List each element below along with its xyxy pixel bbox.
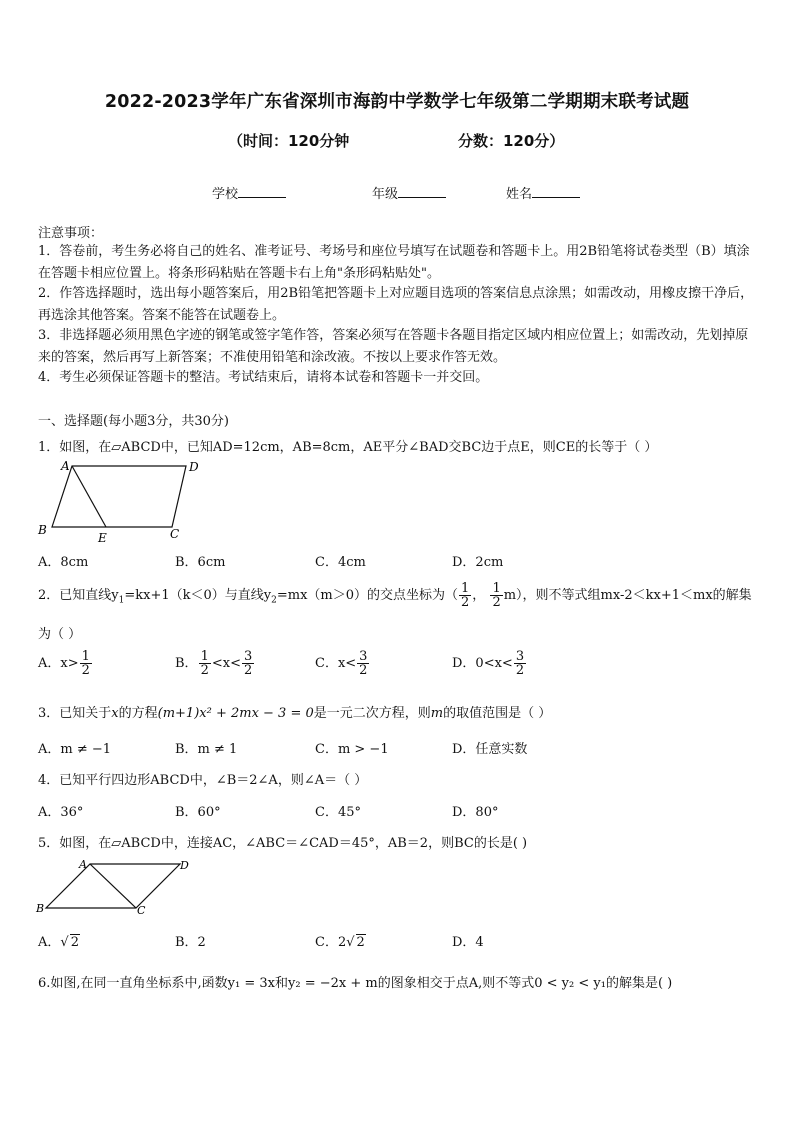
q2-option-c	[315, 650, 370, 677]
q5-diagonal-AC	[90, 864, 136, 908]
school-blank	[238, 185, 286, 198]
q1-label-D: D	[189, 460, 199, 474]
q1-label-E: E	[98, 531, 107, 544]
notes-heading: 注意事项：	[38, 226, 104, 241]
q2-stem-line2: 为（ ）	[38, 627, 82, 642]
q5-label-A: A	[79, 858, 87, 871]
q4-stem: 4．已知平行四边形ABCD中，∠B＝2∠A，则∠A＝（ ）	[38, 773, 368, 788]
q1-option-b: B．6cm	[175, 555, 226, 570]
q2-text-c: =mx（m＞0）的交点坐标为（	[276, 588, 459, 603]
q2-option-b-mid: <x<	[211, 656, 241, 671]
q1-option-c: C．4cm	[315, 555, 366, 570]
q1-stem: 1．如图，在▱ABCD中，已知AD=12cm，AB=8cm，AE平分∠BAD交BC边于点E，则CE的长等于（ ）	[38, 440, 658, 455]
q6-text-b: 和	[275, 976, 289, 991]
q3-option-b: B．m ≠ 1	[175, 742, 238, 757]
q6-inequality: 0 < y₂ < y₁	[534, 976, 606, 991]
name-blank	[532, 185, 580, 198]
q1-parallelogram	[52, 466, 186, 527]
grade-blank	[398, 185, 446, 198]
q4-option-d: D．80°	[452, 805, 499, 820]
q3-option-a: A．m ≠ −1	[38, 742, 112, 757]
q4-option-a: A．36°	[38, 805, 84, 820]
frac-den: 2	[81, 663, 90, 678]
frac-den: 2	[359, 663, 368, 678]
name-label: 姓名	[506, 187, 533, 202]
q1-bisector-AE	[72, 466, 106, 527]
frac	[199, 650, 211, 677]
q2-option-d	[452, 650, 527, 677]
q5-option-b: B．2	[175, 935, 206, 950]
q3-equation: (m+1)x² + 2mx − 3 = 0	[157, 706, 314, 721]
q2-sub1: 1	[118, 595, 125, 606]
q2-text-b: =kx+1（k＜0）与直线y	[124, 588, 272, 603]
note-4: 4．考生必须保证答题卡的整洁。考试结束后，请将本试卷和答题卡一并交回。	[38, 370, 489, 385]
q3-text-c: 是一元二次方程，则	[313, 706, 431, 721]
q2-option-d-text: D．0<x<	[452, 656, 513, 671]
q6-function-2: y₂ = −2x + m	[288, 976, 378, 991]
frac-num: 3	[359, 649, 368, 664]
q1-option-d: D．2cm	[452, 555, 504, 570]
q6-stem	[38, 972, 672, 991]
q1-parallelogram-figure	[34, 456, 209, 544]
q3-text-d: 的取值范围是（ ）	[443, 706, 552, 721]
q3-var-m: m	[430, 706, 444, 721]
q2-option-b-text: B．	[175, 656, 198, 671]
q1-label-A: A	[61, 459, 70, 473]
grade-label: 年级	[372, 187, 399, 202]
q6-function-1: y₁ = 3x	[227, 976, 275, 991]
q6-text-c: 的图象相交于点A,则不等式	[377, 976, 535, 991]
q3-text-b: 的方程	[118, 706, 158, 721]
q1-label-B: B	[38, 523, 47, 537]
frac	[357, 650, 369, 677]
frac-den: 2	[200, 663, 209, 678]
q6-text-a: 6.如图,在同一直角坐标系中,函数	[38, 976, 228, 991]
school-field	[212, 183, 286, 202]
score-label: 分数：120分）	[458, 132, 565, 150]
frac-num: 1	[492, 581, 501, 596]
q5-label-C: C	[137, 904, 146, 917]
section-heading: 一、选择题(每小题3分，共30分)	[38, 414, 229, 429]
q2-option-a-text: A．x>	[38, 656, 79, 671]
q3-var-x: x	[111, 706, 119, 721]
note-2: 2．作答选择题时，选出每小题答案后，用2B铅笔把答题卡上对应题目选项的答案信息点涂黑；如需改动，用橡皮擦干净后，再选涂其他答案。答案不能答在试题卷上。	[38, 286, 754, 323]
q2-sub2: 2	[271, 595, 277, 606]
q2-frac-x	[459, 582, 471, 609]
sqrt-radicand: 2	[356, 935, 365, 950]
q2-text-e: m），则不等式组mx-2＜kx+1＜mx的解集	[503, 588, 752, 603]
sqrt-sign: √	[346, 935, 355, 950]
q2-frac-y	[490, 582, 502, 609]
q5-option-d: D．4	[452, 935, 484, 950]
frac-den: 2	[243, 663, 253, 678]
q4-option-c: C．45°	[315, 805, 361, 820]
q4-option-b: B．60°	[175, 805, 221, 820]
q5-option-c-text: C．2	[315, 935, 347, 950]
grade-field	[372, 183, 446, 202]
q2-text-d: ，	[472, 588, 486, 603]
sqrt-sign: √	[60, 935, 69, 950]
q5-label-B: B	[36, 902, 45, 915]
frac-num: 1	[81, 649, 90, 664]
frac-num: 3	[515, 649, 525, 664]
q1-option-a: A．8cm	[38, 555, 89, 570]
q5-label-D: D	[180, 859, 189, 872]
time-label: （时间：120分钟	[228, 132, 350, 150]
q5-option-a-text: A．	[38, 935, 61, 950]
frac-den: 2	[492, 595, 501, 610]
school-label: 学校	[212, 187, 239, 202]
q1-label-C: C	[170, 527, 180, 541]
frac	[80, 650, 92, 677]
exam-title: 2022-2023学年广东省深圳市海韵中学数学七年级第二学期期末联考试题	[104, 92, 690, 112]
q2-option-b	[175, 650, 255, 677]
note-3: 3．非选择题必须用黑色字迹的钢笔或签字笔作答，答案必须写在答题卡各题目指定区域内相应位置上；如需改动，先划掉原来的答案，然后再写上新答案；不准使用铅笔和涂改液。不按以上要求作答无效。	[38, 328, 749, 365]
q3-text-a: 3．已知关于	[38, 706, 112, 721]
q5-option-a	[38, 931, 80, 950]
frac-num: 3	[243, 649, 253, 664]
q5-stem: 5．如图，在▱ABCD中，连接AC，∠ABC＝∠CAD＝45°，AB＝2，则BC的长是( )	[38, 836, 528, 851]
q5-option-c	[315, 931, 366, 950]
sqrt-radicand: 2	[70, 935, 79, 950]
frac-den: 2	[515, 663, 525, 678]
q6-text-d: 的解集是( )	[605, 976, 673, 991]
frac-num: 1	[200, 649, 209, 664]
q2-option-a	[38, 650, 93, 677]
q2-stem	[38, 578, 752, 619]
frac	[514, 650, 526, 677]
q3-option-d: D．任意实数	[452, 742, 528, 757]
frac-num: 1	[461, 581, 470, 596]
note-1: 1．答卷前，考生务必将自己的姓名、准考证号、考场号和座位号填写在试题卷和答题卡上。用2B铅笔将试卷类型（B）填涂在答题卡相应位置上。将条形码粘贴在答题卡右上角"条形码粘贴处"。	[38, 244, 750, 281]
frac-den: 2	[461, 595, 470, 610]
q3-stem	[38, 702, 551, 721]
q5-parallelogram-figure	[34, 856, 199, 920]
name-field	[506, 183, 580, 202]
q2-text-a: 2．已知直线y	[38, 588, 119, 603]
q2-option-c-text: C．x<	[315, 656, 357, 671]
q3-option-c: C．m > −1	[315, 742, 389, 757]
frac	[242, 650, 254, 677]
